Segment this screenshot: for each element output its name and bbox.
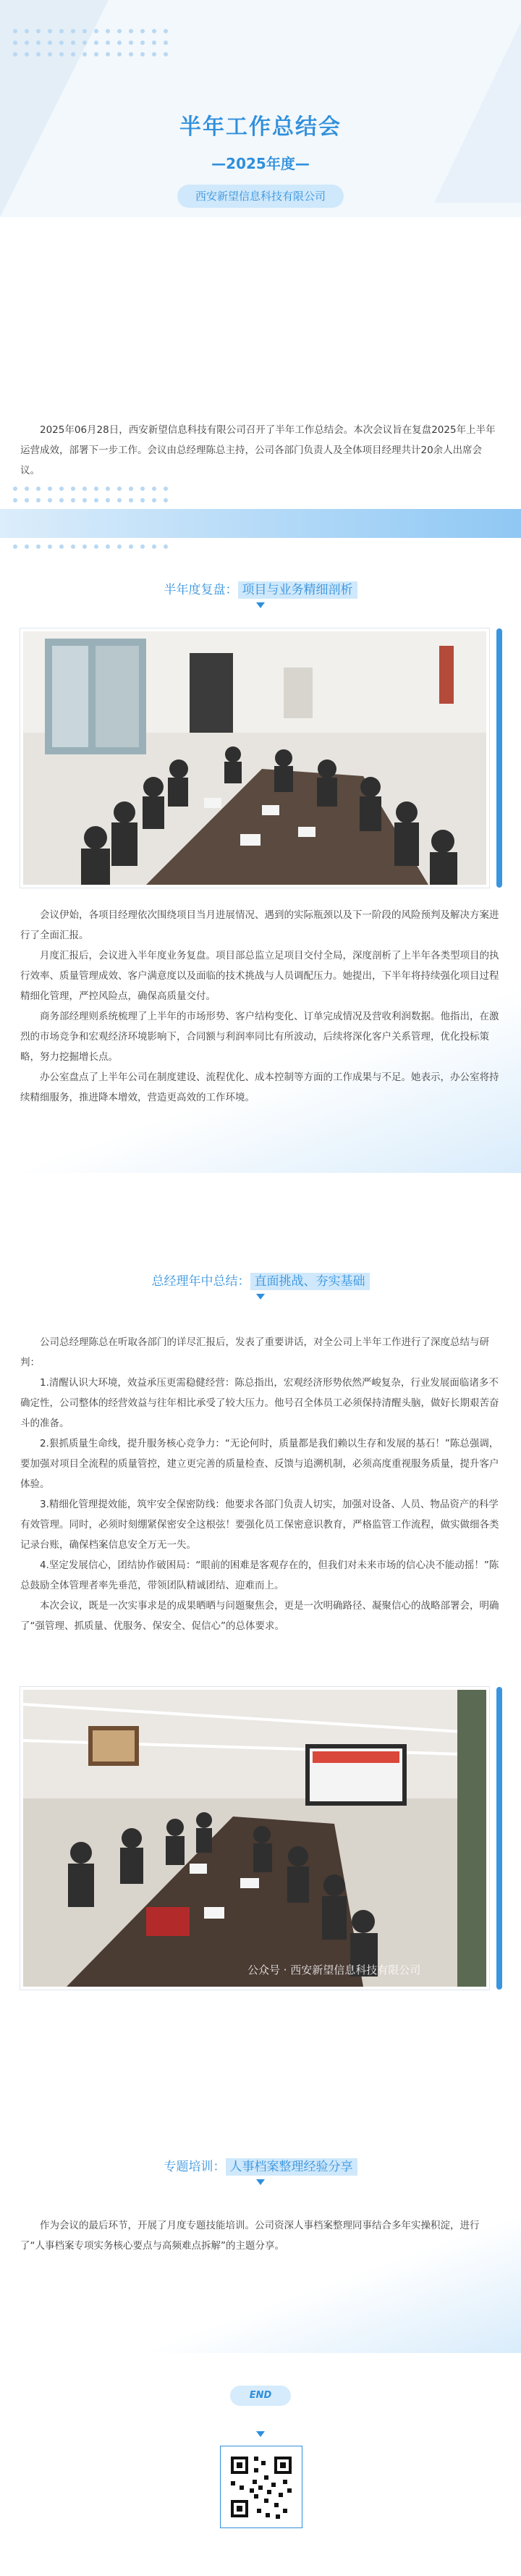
down-arrow-icon [256,1294,265,1300]
section2-paragraph: 3.精细化管理提效能，筑牢安全保密防线：他要求各部门负责人切实，加强对设备、人员、物品资产的科学有效管理。同时，必须时刻绷紧保密安全这根弦！要强化员工保密意识教育，严格监管工作流程，做实做细各类记录台账，确保档案信息安全万无一失。 [20,1499,499,1551]
photo-watermark: 公众号 · 西安新望信息科技有限公司 [247,1963,421,1977]
section1-paragraph: 商务部经理则系统梳理了上半年的市场形势、客户结构变化、订单完成情况及营收利润数据。他指出，在激烈的市场竞争和宏观经济环境影响下，合同额与利润率同比有所波动，后续将深化客户关系管理，优化投标策略，努力挖掘增长点。 [20,1011,499,1063]
intro-paragraph: 2025年06月28日，西安新望信息科技有限公司召开了半年工作总结会。本次会议旨在复盘2025年上半年运营成效，部署下一步工作。会议由总经理陈总主持，公司各部门负责人及全体项目经理共计20余人出席会议。 [20,424,496,476]
divider-band [0,509,521,538]
section-heading-highlight: 直面挑战、夯实基础 [250,1273,370,1290]
down-arrow-icon [256,2179,265,2185]
section-heading-highlight: 人事档案整理经验分享 [226,2158,357,2176]
section2-paragraph: 4.坚定发展信心，团结协作破困局：“眼前的困难是客观存在的，但我们对未来市场的信心决不能动摇！”陈总鼓励全体管理者率先垂范，带领团队精诚团结、迎难而上。 [20,1560,499,1591]
end-label: END [230,2386,291,2406]
dot-pattern-3 [13,544,168,549]
section-heading-prefix: 半年度复盘： [164,583,238,597]
section3-paragraph: 作为会议的最后环节，开展了月度专题技能培训。公司资深人事档案整理同事结合多年实操积淀，进行了“人事档案专项实务核心要点与高频难点拆解”的主题分享。 [20,2220,480,2252]
section2-paragraph: 1.清醒认识大环境，效益承压更需稳健经营：陈总指出，宏观经济形势依然严峻复杂，行业发展面临诸多不确定性，公司整体的经营效益与往年相比承受了较大压力。他号召全体员工必须保持清醒头脑，做好长期艰苦奋斗的准备。 [20,1377,499,1429]
meeting-photo-1 [20,628,489,888]
company-badge: 西安新望信息科技有限公司 [177,185,344,208]
section2-body [20,1332,501,1636]
down-arrow-icon [256,2431,265,2437]
section-heading-highlight: 项目与业务精细剖析 [238,581,357,599]
section3-body [20,2215,501,2256]
meeting-photo-2 [20,1687,489,1990]
dot-pattern-2 [13,487,168,502]
accent-bar-right [496,628,502,888]
section2-paragraph: 2.狠抓质量生命线，提升服务核心竞争力：“无论何时，质量都是我们赖以生存和发展的基石！”陈总强调，要加强对项目全流程的质量管控，建立更完善的质量检查、反馈与追溯机制，必须高度重视服务质量，提升客户体验。 [20,1438,499,1490]
section-heading-prefix: 总经理年中总结： [151,1274,250,1289]
section1-paragraph: 月度汇报后，会议进入半年度业务复盘。项目部总监立足项目交付全局，深度剖析了上半年各类型项目的执行效率、质量管理成效、客户满意度以及面临的技术挑战与人员调配压力。她提出，下半年将持续强化项目过程精细化管理，严控风险点，确保高质量交付。 [20,950,499,1002]
page-title: 半年工作总结会 [179,114,342,140]
section-heading-training [0,2156,521,2174]
section2-paragraph: 本次会议，既是一次实事求是的成果晒晒与问题聚焦会，更是一次明确路径、凝聚信心的战略部署会，明确了“强管理、抓质量、优服务、保安全、促信心”的总体要求。 [20,1600,499,1632]
section-heading-summary [0,1271,521,1289]
section1-body [20,905,501,1108]
down-arrow-icon [256,602,265,608]
qr-code [220,2446,302,2528]
section-heading-review [0,579,521,597]
dot-pattern [13,29,168,56]
page-subtitle: —2025年度— [211,155,310,172]
section1-paragraph: 办公室盘点了上半年公司在制度建设、流程优化、成本控制等方面的工作成果与不足。她表示，办公室将持续精细服务，推进降本增效，营造更高效的工作环境。 [20,1072,499,1103]
section2-paragraph: 公司总经理陈总在听取各部门的详尽汇报后，发表了重要讲话，对全公司上半年工作进行了深度总结与研判： [20,1337,489,1368]
section1-paragraph: 会议伊始，各项目经理依次围绕项目当月进展情况、遇到的实际瓶颈以及下一阶段的风险预判及解决方案进行了全面汇报。 [20,909,499,941]
accent-bar-right [496,1687,502,1990]
section-heading-prefix: 专题培训： [164,2160,226,2174]
header-banner [0,0,521,217]
